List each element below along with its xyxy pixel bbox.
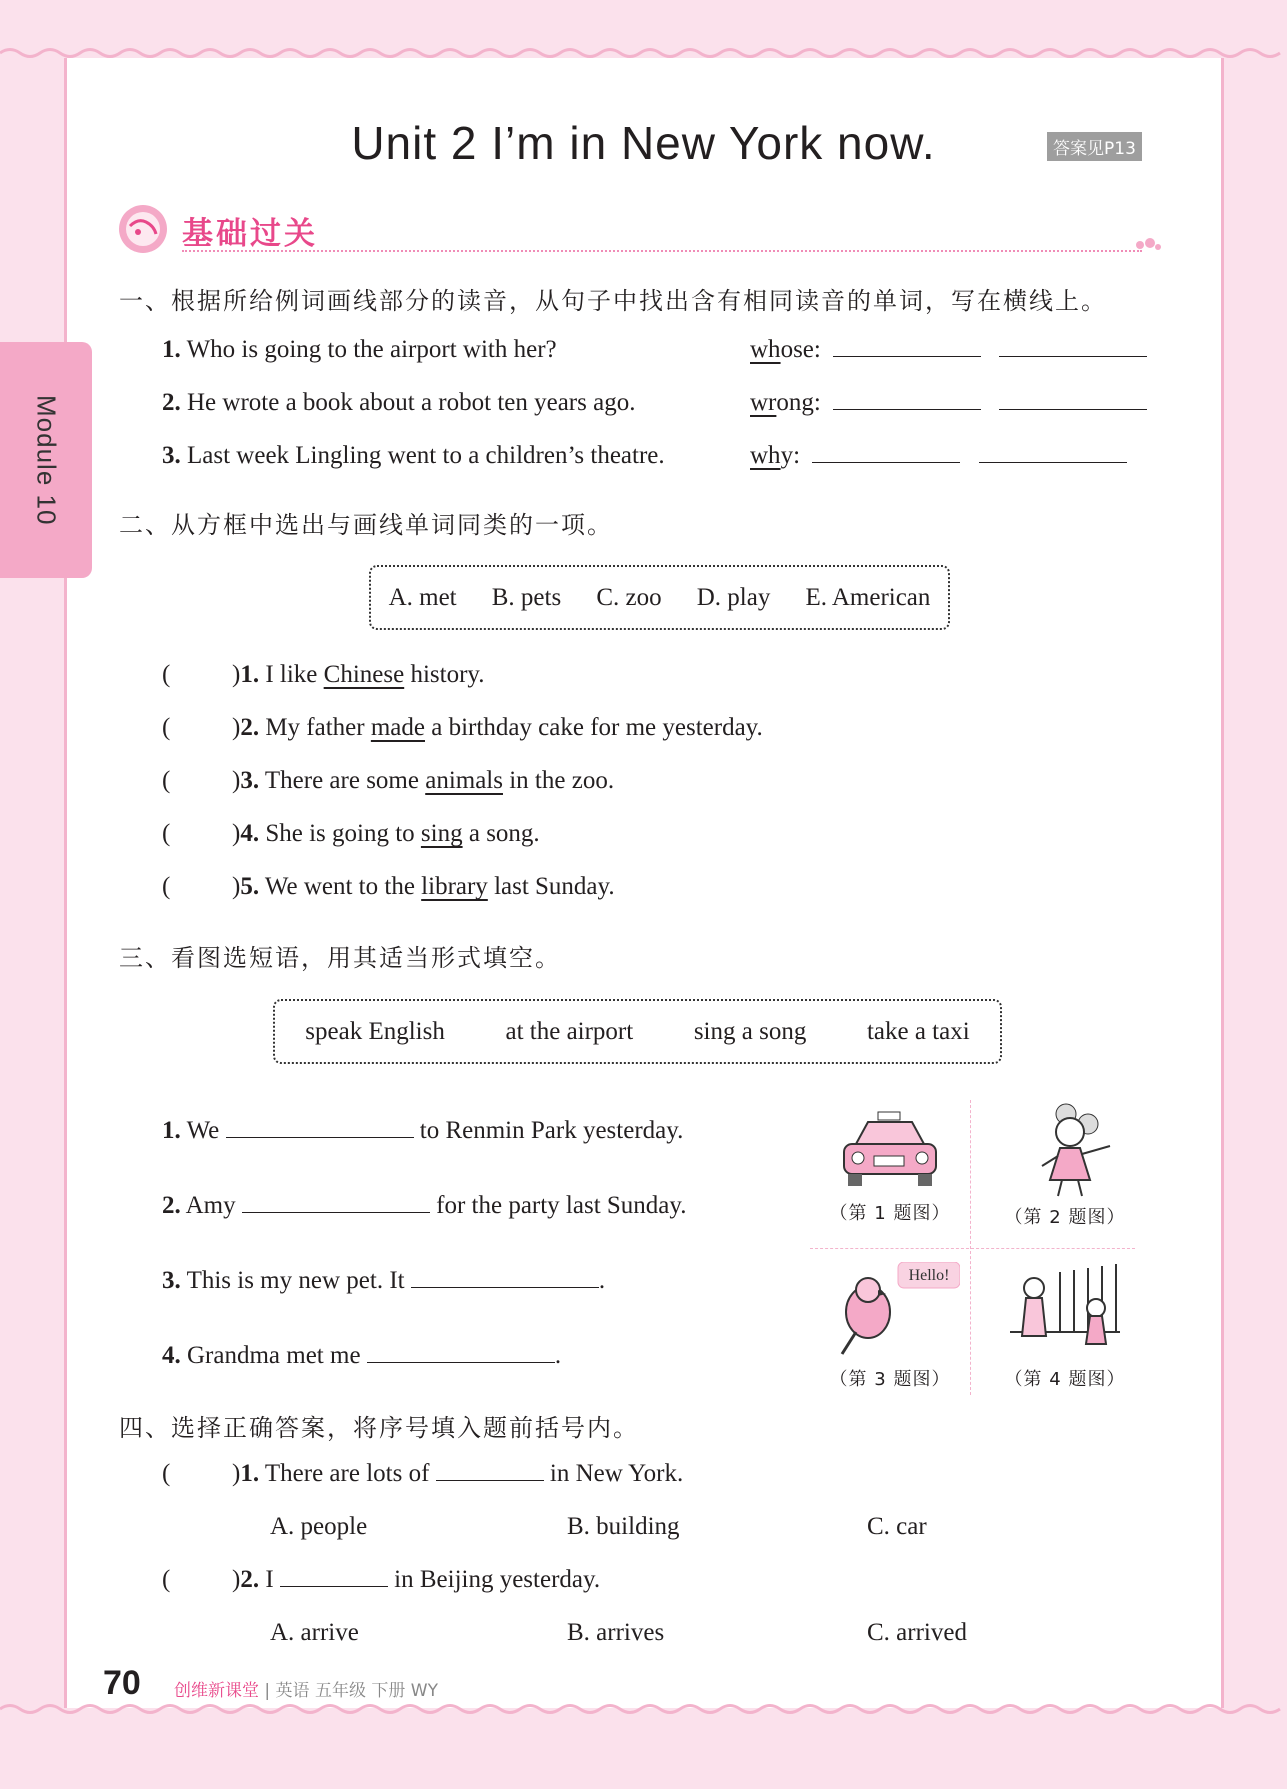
picture-1 (810, 1108, 970, 1225)
parrot-icon (820, 1262, 960, 1360)
s4-item-1: )1. There are lots of in New York. (232, 1460, 684, 1487)
s2-item-5: )5. We went to the library last Sunday. (232, 873, 615, 900)
item-text: I like (265, 661, 324, 688)
item-number: 3. (240, 767, 260, 794)
underlined-word: sing (420, 820, 463, 847)
answer-paren[interactable]: ( (162, 873, 171, 900)
item-number: 3. (162, 442, 181, 469)
answer-paren[interactable]: ( (162, 661, 171, 688)
underlined-word: library (421, 873, 488, 900)
s4-item-2: )2. I in Beijing yesterday. (232, 1566, 601, 1593)
phrase-option: take a taxi (866, 1017, 970, 1045)
answer-blank[interactable] (411, 1267, 599, 1288)
answer-blank[interactable] (833, 336, 981, 357)
item-number: 5. (240, 873, 260, 900)
s3-phrase-box (273, 999, 1002, 1064)
item-text: There are lots of (264, 1460, 430, 1487)
answer-blank[interactable] (812, 442, 960, 463)
s1-item-3 (162, 442, 665, 470)
picture-2 (990, 1100, 1140, 1229)
girl-singing-icon (1010, 1100, 1120, 1198)
answer-blank[interactable] (367, 1342, 555, 1363)
item-text: Who is going to the airport with her? (186, 336, 557, 363)
s4-item-1-option-b[interactable]: B. building (567, 1513, 680, 1540)
speech-bubble-text: Hello! (908, 1267, 950, 1284)
s4-item-1-option-c[interactable]: C. car (867, 1513, 927, 1540)
item-text: history. (404, 661, 485, 688)
s4-item-2-option-a[interactable]: A. arrive (270, 1619, 359, 1646)
word-option: D. play (696, 583, 771, 611)
page-title: Unit 2 I’m in New York now. (351, 117, 936, 169)
s1-example-2 (750, 389, 1147, 417)
item-number: 1. (162, 336, 181, 363)
s2-item-2: )2. My father made a birthday cake for me yesterday. (232, 714, 763, 741)
item-text: Grandma met me (187, 1342, 361, 1369)
answer-blank[interactable] (436, 1460, 544, 1481)
item-number: 2. (240, 1566, 260, 1593)
answer-blank[interactable] (280, 1566, 388, 1587)
item-text: She is going to (265, 820, 421, 847)
footer-separator: | (264, 1681, 271, 1701)
item-number: 2. (162, 389, 181, 416)
page-number: 70 (103, 1664, 141, 1702)
s4-item-2-option-b[interactable]: B. arrives (567, 1619, 665, 1646)
picture-3 (810, 1262, 970, 1391)
item-number: 1. (162, 1117, 181, 1144)
phrase-option: sing a song (693, 1017, 807, 1045)
underlined-word: made (370, 714, 425, 741)
underlined-word: Chinese (323, 661, 405, 688)
answer-reference-badge: 答案见P13 (1047, 132, 1142, 161)
picture-caption: （第 3 题图） (829, 1369, 951, 1390)
word-option: C. zoo (596, 583, 662, 611)
s3-item-2 (162, 1192, 687, 1220)
s1-example-3 (750, 442, 1127, 470)
s1-item-2 (162, 389, 635, 417)
example-rest: y: (780, 442, 801, 469)
dots-ornament-icon (1134, 236, 1162, 254)
item-number: 2. (162, 1192, 181, 1219)
section-banner-title: 基础过关 (182, 216, 318, 252)
example-rest: ong: (776, 389, 821, 416)
footer-brand: 创维新课堂 (174, 1681, 259, 1701)
word-option: A. met (388, 583, 457, 611)
s1-example-1 (750, 336, 1147, 364)
s4-item-1-option-a[interactable]: A. people (270, 1513, 368, 1540)
item-text: in the zoo. (502, 767, 615, 794)
s2-item-3: )3. There are some animals in the zoo. (232, 767, 615, 794)
banner-divider (182, 250, 1142, 252)
item-text: There are some (264, 767, 426, 794)
s2-item-1: )1. I like Chinese history. (232, 661, 485, 688)
module-side-tab (0, 342, 92, 578)
bottom-wavy-border (0, 1702, 1287, 1716)
s2-item-4: )4. She is going to sing a song. (232, 820, 540, 847)
section1-heading: 一、根据所给例词画线部分的读音，从句子中找出含有相同读音的单词，写在横线上。 (119, 287, 1107, 315)
section2-heading: 二、从方框中选出与画线单词同类的一项。 (119, 511, 613, 539)
item-number: 3. (162, 1267, 181, 1294)
answer-blank[interactable] (226, 1117, 414, 1138)
globe-icon (116, 202, 174, 256)
footer-info (174, 1676, 438, 1701)
item-number: 2. (240, 714, 260, 741)
answer-paren[interactable]: ( (162, 1460, 171, 1487)
item-text: a song. (462, 820, 540, 847)
module-label: Module 10 (31, 394, 62, 526)
taxi-icon (834, 1108, 946, 1194)
phrase-option: at the airport (505, 1017, 634, 1045)
item-number: 4. (162, 1342, 181, 1369)
picture-4 (990, 1262, 1140, 1391)
item-number: 1. (240, 661, 260, 688)
example-underlined: wh (750, 336, 781, 363)
answer-blank[interactable] (242, 1192, 430, 1213)
item-text: I (265, 1566, 274, 1593)
picture-caption: （第 2 题图） (1004, 1207, 1126, 1228)
example-rest: ose: (780, 336, 821, 363)
example-underlined: wr (750, 389, 777, 416)
s3-item-3 (162, 1267, 605, 1295)
answer-blank[interactable] (833, 389, 981, 410)
answer-paren[interactable]: ( (162, 767, 171, 794)
picture-caption: （第 1 题图） (829, 1203, 951, 1224)
item-text: Last week Lingling went to a children’s theatre. (187, 442, 665, 469)
airport-meeting-icon (1000, 1262, 1130, 1360)
s1-item-1 (162, 336, 557, 364)
underlined-word: animals (425, 767, 503, 794)
s3-item-4 (162, 1342, 561, 1370)
item-text: My father (265, 714, 371, 741)
footer-book-info: 英语 五年级 下册 WY (275, 1681, 438, 1701)
example-underlined: wh (750, 442, 781, 469)
answer-blank[interactable] (999, 389, 1147, 410)
picture-caption: （第 4 题图） (1004, 1369, 1126, 1390)
item-text: Amy (185, 1192, 236, 1219)
item-text: last Sunday. (487, 873, 615, 900)
item-text: in Beijing yesterday. (394, 1566, 601, 1593)
item-text: We went to the (264, 873, 422, 900)
item-text: He wrote a book about a robot ten years ago. (187, 389, 636, 416)
item-text: We (186, 1117, 220, 1144)
item-text: a birthday cake for me yesterday. (425, 714, 763, 741)
item-text: for the party last Sunday. (436, 1192, 687, 1219)
item-text: This is my new pet. It (186, 1267, 405, 1294)
item-number: 1. (240, 1460, 260, 1487)
section4-heading: 四、选择正确答案，将序号填入题前括号内。 (119, 1414, 639, 1442)
grid-divider (810, 1248, 1135, 1249)
item-number: 4. (240, 820, 260, 847)
item-text: . (554, 1342, 562, 1369)
answer-blank[interactable] (999, 336, 1147, 357)
s3-item-1 (162, 1117, 683, 1145)
answer-paren[interactable]: ( (162, 714, 171, 741)
answer-paren[interactable]: ( (162, 820, 171, 847)
item-text: . (598, 1267, 606, 1294)
word-option: E. American (805, 583, 931, 611)
answer-paren[interactable]: ( (162, 1566, 171, 1593)
item-text: to Renmin Park yesterday. (419, 1117, 684, 1144)
answer-blank[interactable] (979, 442, 1127, 463)
s4-item-2-option-c[interactable]: C. arrived (867, 1619, 967, 1646)
phrase-option: speak English (305, 1017, 445, 1045)
item-text: in New York. (549, 1460, 684, 1487)
s2-word-box (369, 565, 950, 630)
word-option: B. pets (491, 583, 562, 611)
section3-heading: 三、看图选短语，用其适当形式填空。 (119, 944, 561, 972)
